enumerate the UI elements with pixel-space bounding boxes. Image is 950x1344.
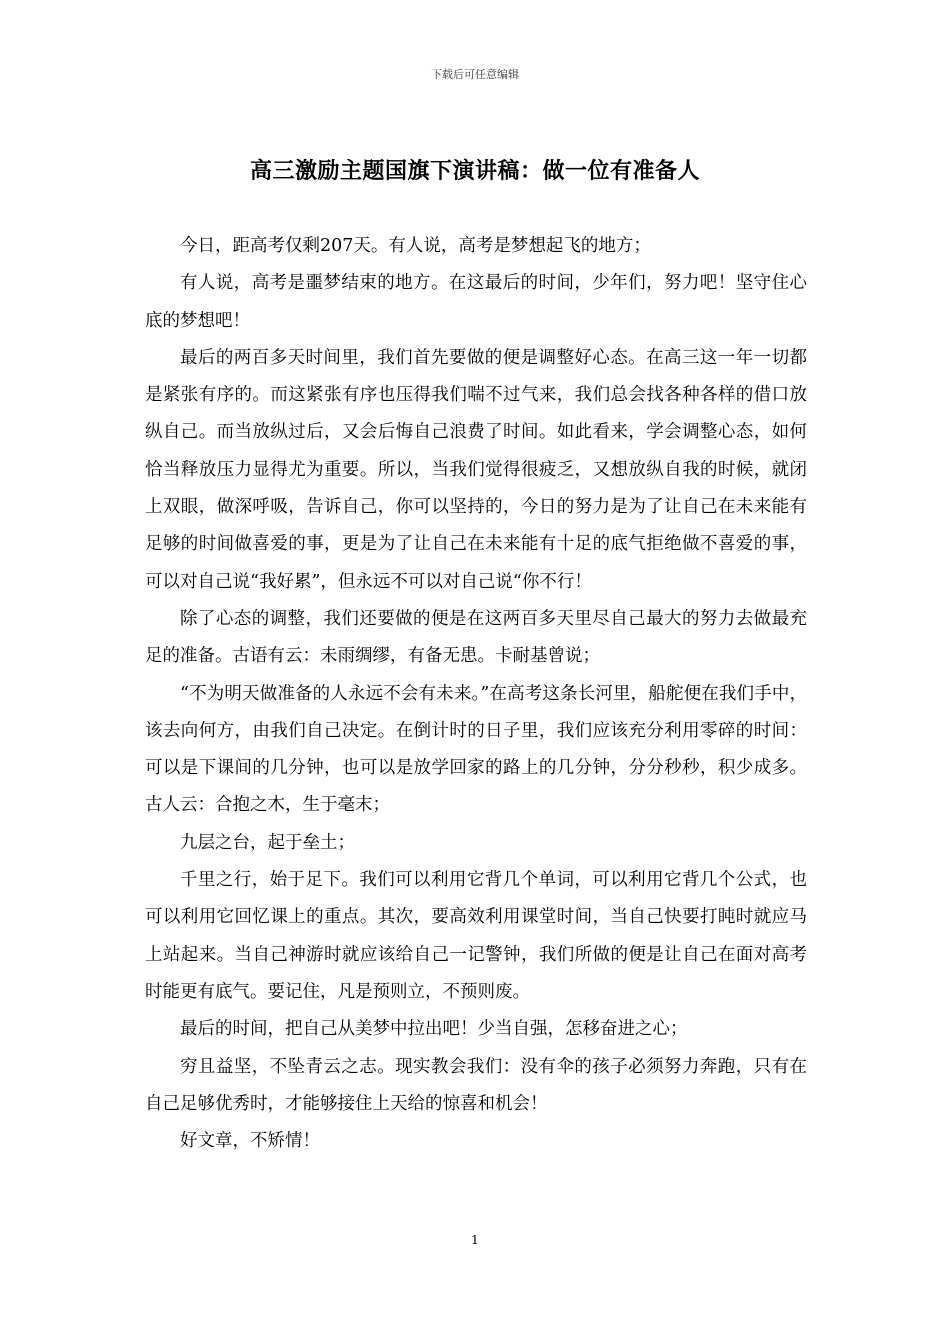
paragraph: 今日，距高考仅剩207天。有人说，高考是梦想起飞的地方； [180,236,651,256]
paragraph: 有人说，高考是噩梦结束的地方。在这最后的时间，少年们，努力吧！坚守住心底的梦想吧！ [145,273,807,331]
paragraph: “不为明天做准备的人永远不会有未来。”在高考这条长河里，船舵便在我们手中，该去向何方，由我们自己决定。在倒计时的日子里，我们应该充分利用零碎的时间：可以是下课间的几分钟，也可以是放学回家的路上的几分钟，分分秒秒，积少成多。古人云：合抱之木，生于毫末； [145,683,807,816]
paragraph: 最后的时间，把自己从美梦中拉出吧！少当自强，怎移奋进之心； [180,1019,688,1040]
paragraph: 九层之台，起于垒土； [180,832,355,853]
document-body [145,228,807,1160]
paragraph: 千里之行，始于足下。我们可以利用它背几个单词，可以利用它背几个公式，也可以利用它回忆课上的重点。其次，要高效利用课堂时间，当自己快要打盹时就应马上站起来。当自己神游时就应该给自己一记警钟，我们所做的便是让自己在面对高考时能更有底气。要记住，凡是预则立，不预则废。 [145,870,807,1002]
document-title: 高三激励主题国旗下演讲稿：做一位有准备人 [249,158,700,184]
paragraph: 除了心态的调整，我们还要做的便是在这两百多天里尽自己最大的努力去做最充足的准备。古语有云：未雨绸缪，有备无患。卡耐基曾说； [145,608,807,667]
paragraph: 好文章，不矫情！ [180,1131,320,1152]
page-header-note: 下载后可任意编辑 [431,68,519,81]
page-number: 1 [471,1233,479,1247]
paragraph: 穷且益坚，不坠青云之志。现实教会我们：没有伞的孩子必须努力奔跑，只有在自己足够优秀时，才能够接住上天给的惊喜和机会！ [145,1056,807,1114]
paragraph: 最后的两百多天时间里，我们首先要做的便是调整好心态。在高三这一年一切都是紧张有序的。而这紧张有序也压得我们喘不过气来，我们总会找各种各样的借口放纵自己。而当放纵过后，又会后悔自己浪费了时间。如此看来，学会调整心态，如何恰当释放压力显得尤为重要。所以，当我们觉得很疲乏，又想放纵自我的时候，就闭上双眼，做深呼吸，告诉自己，你可以坚持的，今日的努力是为了让自己在未来能有足够的时间做喜爱的事，更是为了让自己在未来能有十足的底气拒绝做不喜爱的事，可以对自己说“我好累”，但永远不可以对自己说“你不行！ [145,347,807,592]
